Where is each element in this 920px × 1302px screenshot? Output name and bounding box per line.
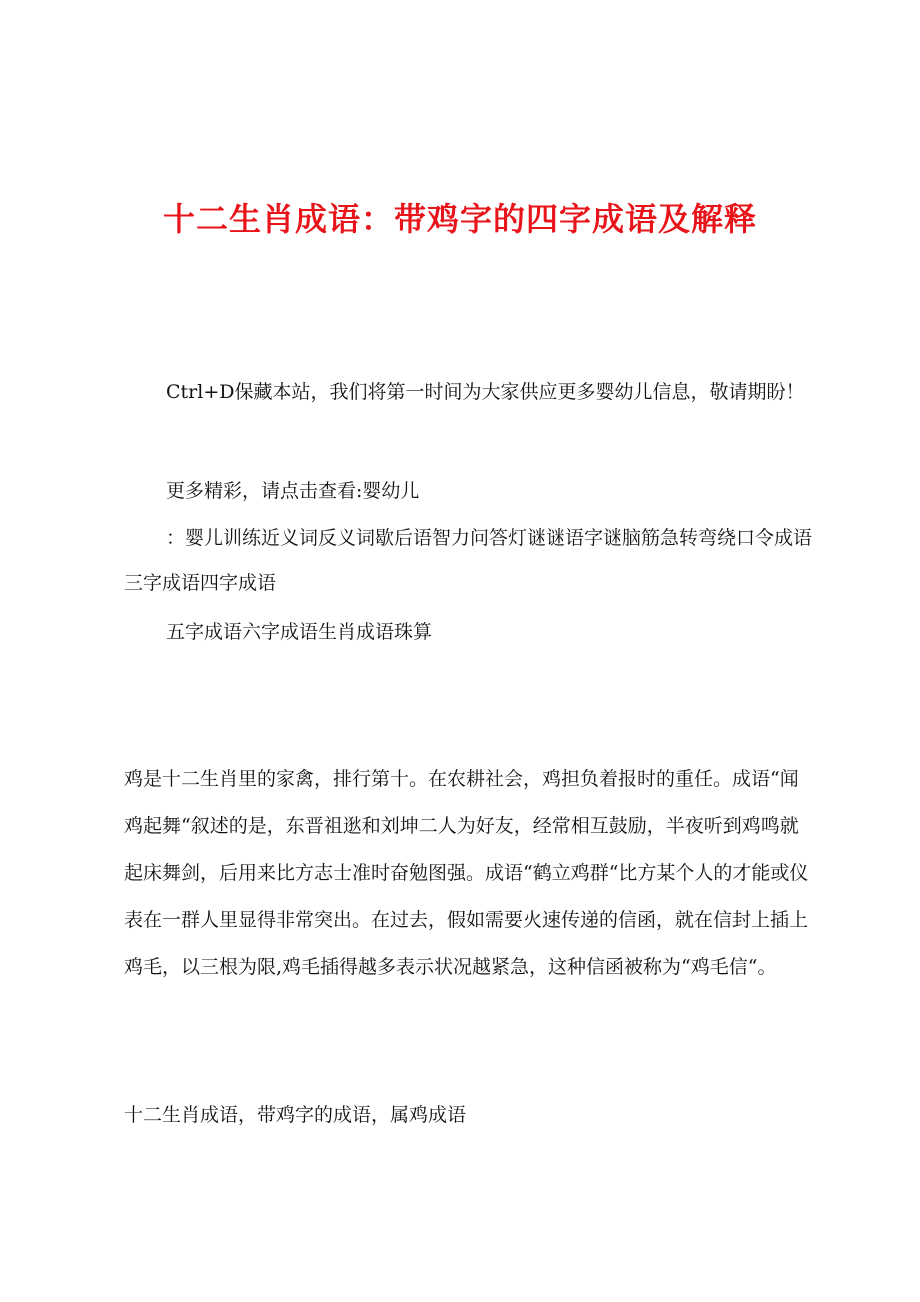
section-heading: 十二生肖成语，带鸡字的成语，属鸡成语 <box>124 1104 467 1126</box>
body-paragraph: 鸡是十二生肖里的家禽，排行第十。在农耕社会，鸡担负着报时的重任。成语“闻鸡起舞“叙述的是，东晋祖逖和刘坤二人为好友，经常相互鼓励，半夜听到鸡鸣就起床舞剑，后用来比方志士准时奋勉图强。成语“鹤立鸡群“比方某个人的才能或仪表在一群人里显得非常突出。在过去，假如需要火速传递的信函，就在信封上插上鸡毛，以三根为限,鸡毛插得越多表示状况越紧急，这种信函被称为“鸡毛信“。 <box>124 768 809 978</box>
more-link-text: 更多精彩，请点击查看:婴幼儿 <box>166 480 420 502</box>
bookmark-notice: Ctrl+D保藏本站，我们将第一时间为大家供应更多婴幼儿信息，敬请期盼！ <box>166 381 805 403</box>
category-list: ：婴儿训练近义词反义词歇后语智力问答灯谜谜语字谜脑筋急转弯绕口令成语三字成语四字成语 <box>124 527 813 594</box>
page-title: 十二生肖成语：带鸡字的四字成语及解释 <box>162 200 757 238</box>
category-list-continued: 五字成语六字成语生肖成语珠算 <box>166 621 433 643</box>
